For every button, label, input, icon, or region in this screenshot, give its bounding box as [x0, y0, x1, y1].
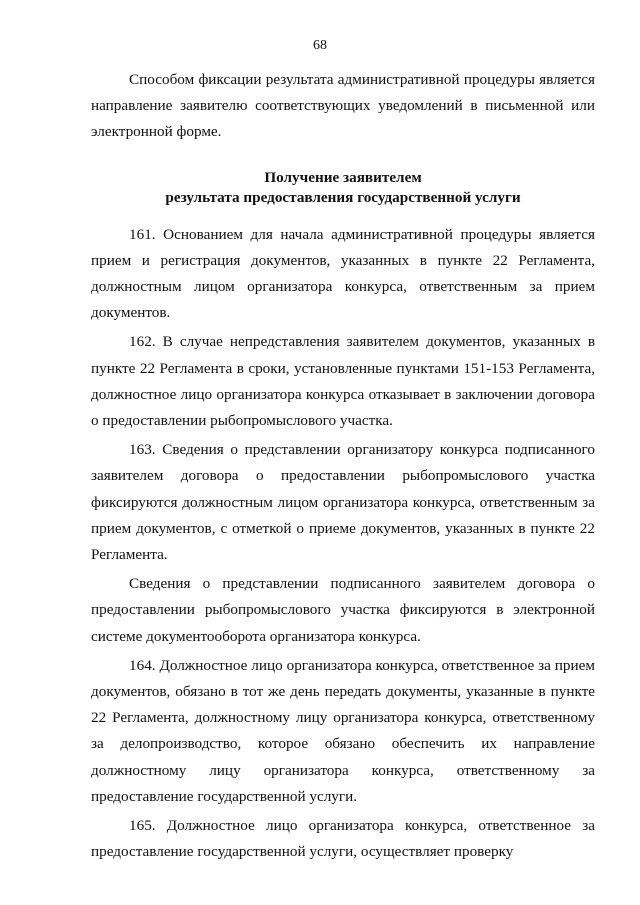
intro-paragraph: Способом фиксации результата административной процедуры является направление заявителю соответствующих уведомлений в письменной или электронной форме. — [91, 71, 595, 141]
section-heading-line-1: Получение заявителем — [264, 168, 422, 186]
document-body — [91, 67, 595, 865]
paragraph-164: 164. Должностное лицо организатора конкурса, ответственное за прием документов, обязано в тот же день передать документы, указанные в пункте 22 Регламента, должностному лицу организатора конкурса, ответственному за делопроизводство, которое обязано обеспечить их направление должностному лицу организатора конкурса, ответственному за предоставление государственной услуги. — [91, 656, 595, 805]
page-number: 68 — [313, 38, 327, 53]
paragraph-161: 161. Основанием для начала административной процедуры является прием и регистрация документов, указанных в пункте 22 Регламента, должностным лицом организатора конкурса, ответственным за прием документов. — [91, 225, 595, 322]
paragraph-163: 163. Сведения о представлении организатору конкурса подписанного заявителем договора о предоставлении рыбопромыслового участка фиксируются должностным лицом организатора конкурса, ответственным за прием документов, с отметкой о приеме документов, указанных в пункте 22 Регламента. — [91, 441, 595, 564]
section-heading-line-2: результата предоставления государственной услуги — [165, 188, 521, 206]
paragraph-165: 165. Должностное лицо организатора конкурса, ответственное за предоставление государственной услуги, осуществляет проверку — [91, 817, 595, 861]
paragraph-163-continued: Сведения о представлении подписанного заявителем договора о предоставлении рыбопромыслового участка фиксируются в электронной системе документооборота организатора конкурса. — [91, 575, 595, 645]
paragraph-162: 162. В случае непредставления заявителем документов, указанных в пункте 22 Регламента в сроки, установленные пунктами 151-153 Регламента, должностное лицо организатора конкурса отказывает в заключении договора о предоставлении рыбопромыслового участка. — [91, 333, 595, 430]
section-heading — [91, 168, 595, 208]
